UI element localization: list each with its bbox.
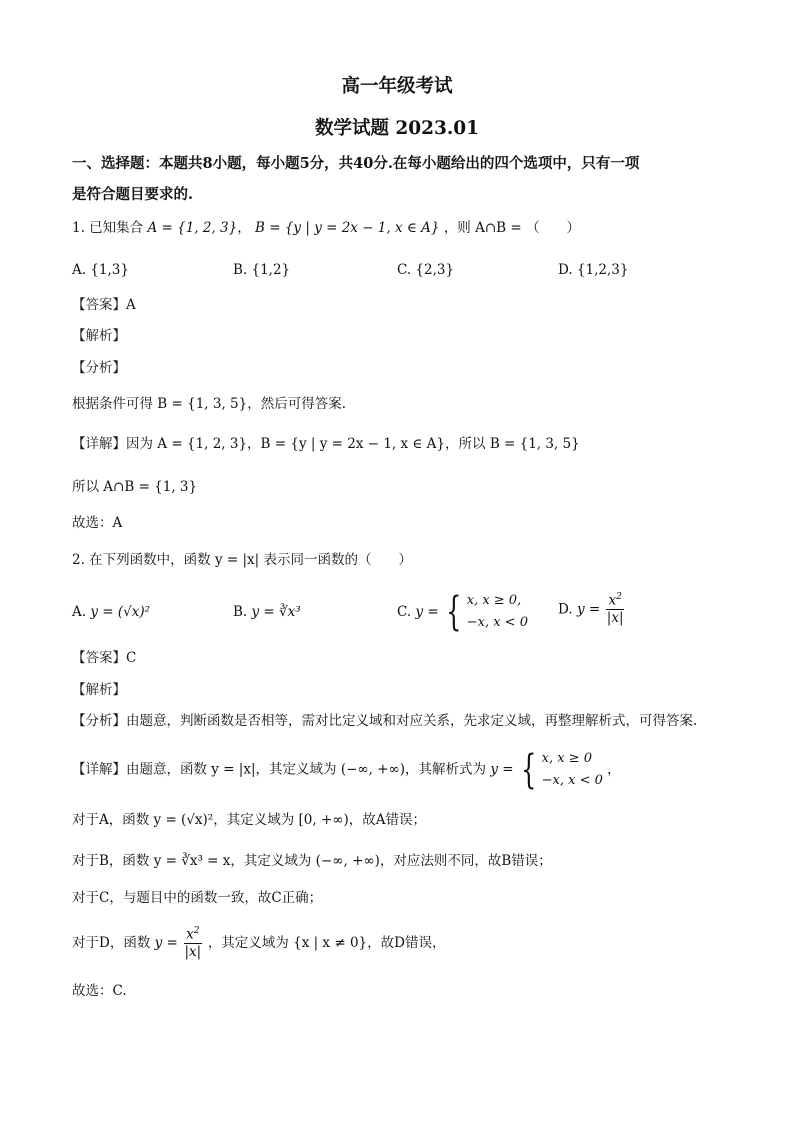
q2-option-c-case1: x, x ≥ 0, [466,593,522,608]
q1-stem-post: ，则 A∩B = （ ） [443,220,580,236]
q1-detail: 【详解】因为 A = {1, 2, 3}，B = {y | y = 2x − 1, x ∈ A}，所以 B = {1, 3, 5} [72,436,580,452]
q2-option-a-label: A. [72,604,87,620]
section-heading-line2: 是符合题目要求的. [72,186,194,203]
exam-subtitle: 数学试题 2023.01 [314,118,480,139]
q1-fenxi: 【分析】 [72,360,126,376]
q2-detail-case2: −x, x < 0 [541,773,603,789]
q1-stem: 1. 已知集合 A = {1, 2, 3}， B = {y | y = 2x − 1, x ∈ A} ，则 A∩B = （ ） [72,220,580,236]
q2-line-d-pre: 对于D，函数 [72,934,151,951]
q1-jiexi: 【解析】 [72,328,126,344]
q2-answer: 【答案】C [72,650,137,666]
q1-option-a: A. {1,3} [72,262,129,278]
q1-conclusion: 所以 A∩B = {1, 3} [72,479,198,495]
q2-jiexi: 【解析】 [72,682,126,698]
q2-option-a [72,604,150,620]
q2-fenxi: 【分析】由题意，判断函数是否相等，需对比定义域和对应关系，先求定义域，再整理解析式，可得答案. [72,713,698,729]
q2-option-b-label: B. [233,604,248,620]
q2-choose: 故选：C. [72,983,127,999]
q1-choose: 故选：A [72,515,123,531]
q1-option-b: B. {1,2} [233,262,291,278]
q2-option-c-cases [467,590,528,634]
q1-set-a: A = {1, 2, 3} [147,220,238,236]
q2-detail-pre: 【详解】由题意，函数 y = |x|，其定义域为 (−∞, +∞)，其解析式为 [72,761,487,778]
q1-option-c: C. {2,3} [397,262,455,278]
q1-option-d: D. {1,2,3} [558,262,629,278]
q1-stem-pre: 1. 已知集合 [72,220,144,236]
q2-option-d-label: D. [558,601,573,618]
q2-option-c: C. y = { x, x ≥ 0, −x, x < 0 [397,589,528,636]
brace-icon: { [446,589,462,636]
q1-fenxi-text: 根据条件可得 B = {1, 3, 5}，然后可得答案. [72,396,347,412]
q2-detail: 【详解】由题意，函数 y = |x|，其定义域为 (−∞, +∞)，其解析式为 y = { x, x ≥ 0 −x, x < 0 ， [72,747,621,794]
fraction-icon: $\frac{x^2}{|x|}$ [184,926,202,960]
q2-line-d-post: ，其定义域为 {x | x ≠ 0}，故D错误， [207,934,446,951]
q2-option-c-label: C. [397,604,412,621]
q2-detail-case1: x, x ≥ 0 [541,751,592,766]
q2-option-c-case2: −x, x < 0 [466,615,528,631]
q2-option-b [233,604,301,620]
q2-stem: 2. 在下列函数中，函数 y = |x| 表示同一函数的（ ） [72,552,412,568]
q2-detail-cases [542,748,603,792]
q2-option-a-expr: y = (√x)² [90,604,151,620]
q1-set-b: B = {y | y = 2x − 1, x ∈ A} [255,220,440,236]
section-heading-line1: 一、选择题：本题共8小题，每小题5分，共40分.在每小题给出的四个选项中，只有一项 [72,155,640,172]
q2-line-d: 对于D，函数 y = $\frac{x^2}{|x|}$ ，其定义域为 {x | x ≠ 0}，故D错误， [72,926,446,960]
q2-option-d: D. y = $\frac{x^2}{|x|}$ [558,592,624,626]
q2-line-c: 对于C，与题目中的函数一致，故C正确； [72,890,323,906]
brace-icon: { [520,747,537,794]
q2-line-a: 对于A，函数 y = (√x)²，其定义域为 [0, +∞)，故A错误； [72,812,427,828]
q2-line-b: 对于B，函数 y = ∛x³ = x，其定义域为 (−∞, +∞)，对应法则不同，故B错误； [72,853,552,869]
exam-title: 高一年级考试 [341,76,453,97]
q1-answer: 【答案】A [72,297,136,313]
q2-option-b-expr: y = ∛x³ [251,604,301,620]
fraction-icon: $\frac{x^2}{|x|}$ [606,592,624,626]
